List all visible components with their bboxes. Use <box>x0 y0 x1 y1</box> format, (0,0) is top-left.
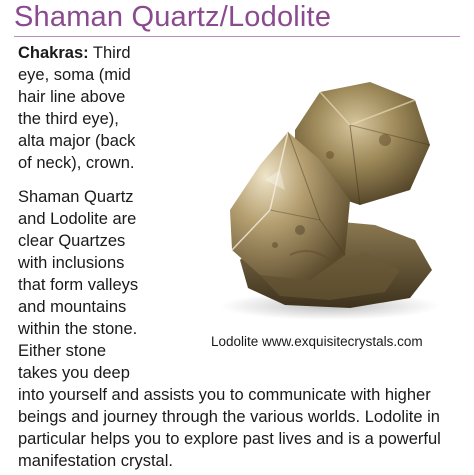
chakras-line: the third eye), <box>18 110 119 128</box>
description-line: Shaman Quartz <box>18 188 134 206</box>
chakras-line: hair line above <box>18 88 126 106</box>
description-line: manifestation crystal. <box>18 452 173 470</box>
title-divider <box>14 36 460 37</box>
chakras-line: of neck), crown. <box>18 154 135 172</box>
chakras-label: Chakras: <box>18 44 89 62</box>
description-line: Either stone <box>18 342 107 360</box>
description-line: beings and journey through the various worlds. Lodolite in <box>18 408 440 426</box>
description-paragraph <box>18 186 468 472</box>
description-line: clear Quartzes <box>18 232 126 250</box>
description-line: within the stone. <box>18 320 138 338</box>
chakras-line: Third <box>88 44 131 62</box>
description-line: and Lodolite are <box>18 210 137 228</box>
description-line: that form valleys <box>18 276 139 294</box>
description-line: takes you deep <box>18 364 130 382</box>
description-line: into yourself and assists you to communicate with higher <box>18 386 431 404</box>
page-title: Shaman Quartz/Lodolite <box>14 1 332 33</box>
description-line: and mountains <box>18 298 127 316</box>
chakras-paragraph <box>18 42 168 174</box>
chakras-line: alta major (back <box>18 132 136 150</box>
description-line: with inclusions <box>18 254 125 272</box>
description-line: particular helps you to explore past lives and is a powerful <box>18 430 441 448</box>
chakras-line: eye, soma (mid <box>18 66 131 84</box>
image-caption: Lodolite www.exquisitecrystals.com <box>211 334 423 349</box>
body-text <box>18 42 468 472</box>
